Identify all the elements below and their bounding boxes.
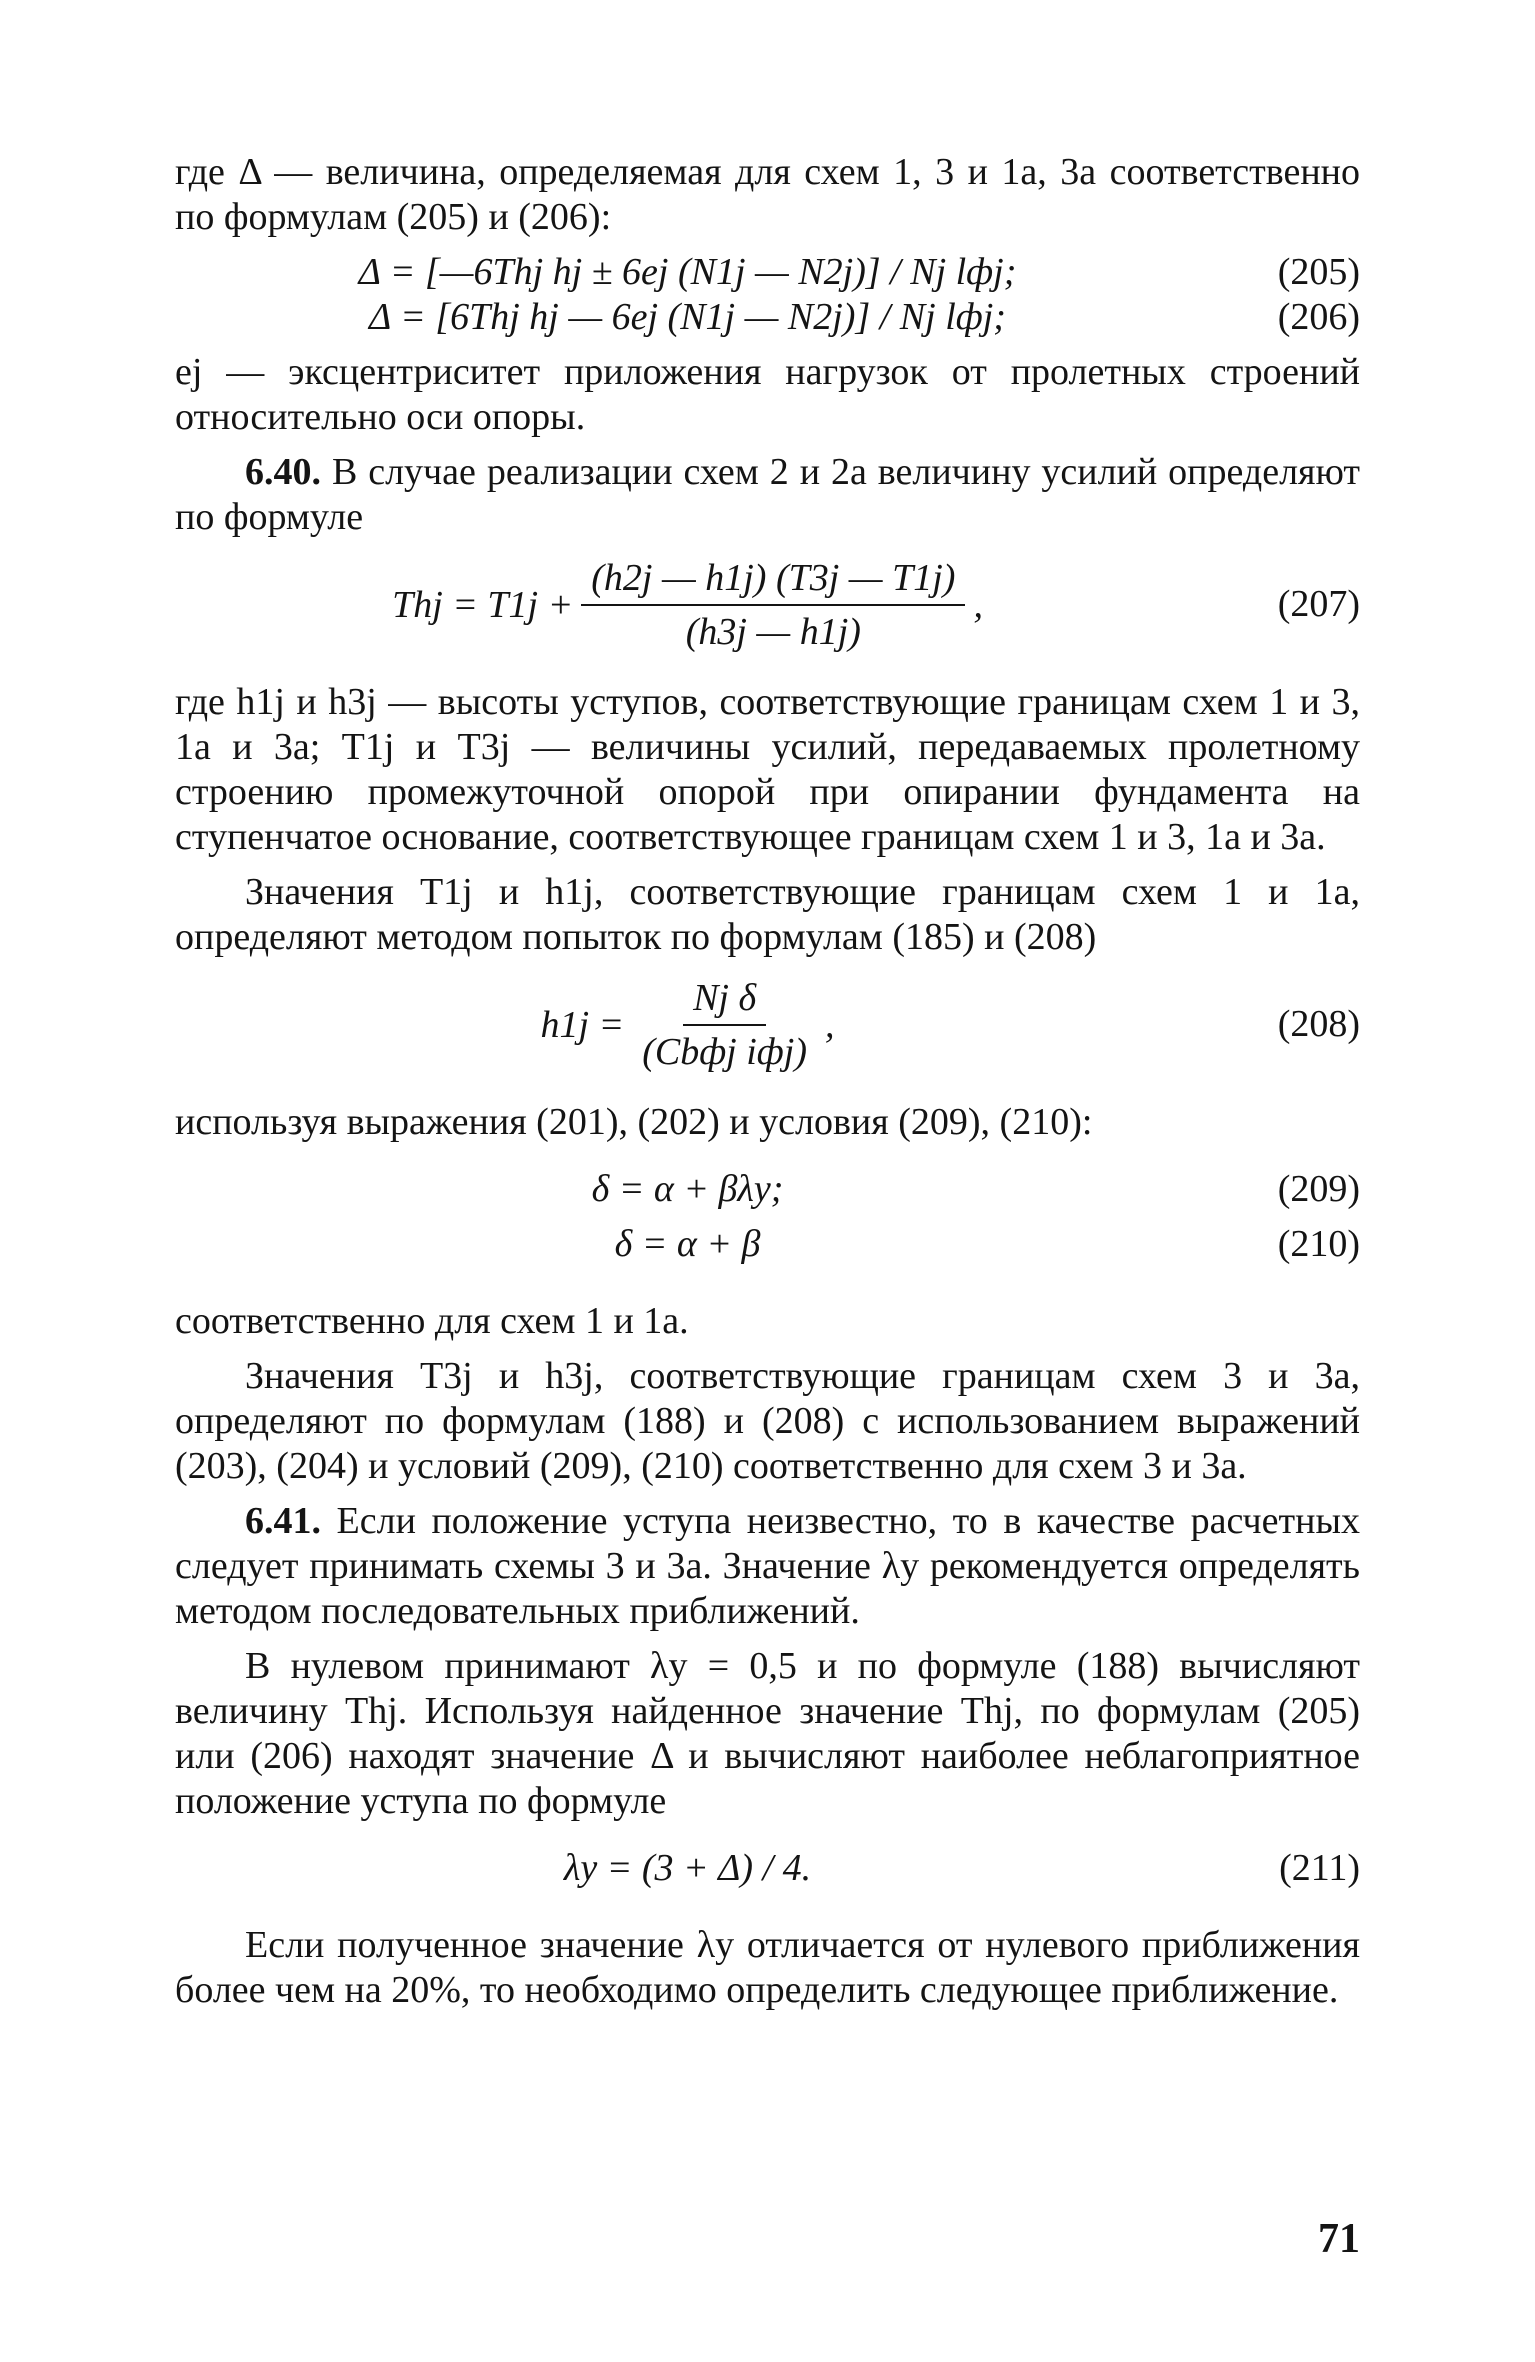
equation-number-211: (211) (1279, 1847, 1360, 1889)
paragraph-6-41 (175, 1499, 1360, 1634)
equation-205 (175, 250, 1360, 295)
clause-number-6-41: 6.41. (245, 1500, 321, 1542)
formula-206: Δ = [6Thj hj — 6ej (N1j — N2j)] / Nj lфj; (369, 296, 1006, 338)
paragraph-respectively: соответственно для схем 1 и 1а. (175, 1300, 689, 1342)
paragraph-intro: где Δ — величина, определяемая для схем 1, 3 и 1а, 3а соответственно по формулам (205) и (206): (175, 151, 1360, 238)
paragraph-next-approximation: Если полученное значение λy отличается от нулевого приближения более чем на 20%, то необходимо определить следующее приближение. (175, 1924, 1360, 2011)
paragraph-step-heights: где h1j и h3j — высоты уступов, соответствующие границам схем 1 и 3, 1а и 3а; T1j и T3j — величины усилий, передаваемых пролетному строению промежуточной опорой при опирании фундамента на ступенчатое основание, соответствующее границам схем 1 и 3, 1а и 3а. (175, 681, 1360, 858)
equation-number-206: (206) (1277, 296, 1360, 338)
equation-209 (175, 1167, 1360, 1212)
equation-number-205: (205) (1277, 251, 1360, 293)
paragraph-6-41-text: Если положение уступа неизвестно, то в качестве расчетных следует принимать схемы 3 и 3а. Значение λy рекомендуется определять методом последовательных приближений. (175, 1500, 1360, 1632)
page-body (175, 150, 1360, 2013)
paragraph-zero-approximation: В нулевом принимают λy = 0,5 и по формуле (188) вычисляют величину Thj. Используя найденное значение Thj, по формулам (205) или (206) находят значение Δ и вычисляют наиболее неблагоприятное положение уступа по формуле (175, 1645, 1360, 1822)
paragraph-values-1: Значения T1j и h1j, соответствующие границам схем 1 и 1а, определяют методом попыток по формулам (185) и (208) (175, 871, 1360, 958)
fraction-207-denominator: (h3j — h1j) (685, 611, 861, 653)
equation-211 (175, 1846, 1360, 1891)
paragraph-6-40-text: В случае реализации схем 2 и 2а величину усилий определяют по формуле (175, 451, 1360, 538)
formula-209: δ = α + βλy; (591, 1168, 784, 1210)
fraction-207 (581, 556, 965, 654)
fraction-208 (632, 976, 817, 1074)
page-number: 71 (1318, 2216, 1360, 2262)
equation-207 (175, 540, 1360, 670)
formula-207-comma: , (973, 584, 983, 626)
clause-number-6-40: 6.40. (245, 451, 321, 493)
equation-number-207: (207) (1277, 583, 1360, 625)
paragraph-6-40 (175, 450, 1360, 540)
equation-208 (175, 960, 1360, 1090)
equation-210 (175, 1222, 1360, 1267)
equation-number-209: (209) (1277, 1168, 1360, 1210)
formula-211: λy = (3 + Δ) / 4. (563, 1847, 812, 1889)
equation-number-210: (210) (1277, 1223, 1360, 1265)
fraction-207-numerator: (h2j — h1j) (T3j — T1j) (581, 556, 965, 606)
paragraph-eccentricity: ej — эксцентриситет приложения нагрузок от пролетных строений относительно оси опоры. (175, 351, 1360, 438)
fraction-208-numerator: Nj δ (683, 976, 766, 1026)
formula-207-left: Thj = T1j + (392, 584, 574, 626)
formula-208-comma: , (825, 1004, 835, 1046)
fraction-208-denominator: (Cbфj iфj) (642, 1031, 807, 1073)
paragraph-using-expressions: используя выражения (201), (202) и условия (209), (210): (175, 1101, 1093, 1143)
equation-number-208: (208) (1277, 1003, 1360, 1045)
paragraph-values-3: Значения T3j и h3j, соответствующие границам схем 3 и 3а, определяют по формулам (188) и (208) с использованием выражений (203), (204) и условий (209), (210) соответственно для схем 3 и 3а. (175, 1355, 1360, 1487)
equation-206 (175, 295, 1360, 340)
formula-210: δ = α + β (614, 1223, 761, 1265)
formula-205: Δ = [—6Thj hj ± 6ej (N1j — N2j)] / Nj lфj; (358, 251, 1017, 293)
formula-208-left: h1j = (540, 1004, 625, 1046)
